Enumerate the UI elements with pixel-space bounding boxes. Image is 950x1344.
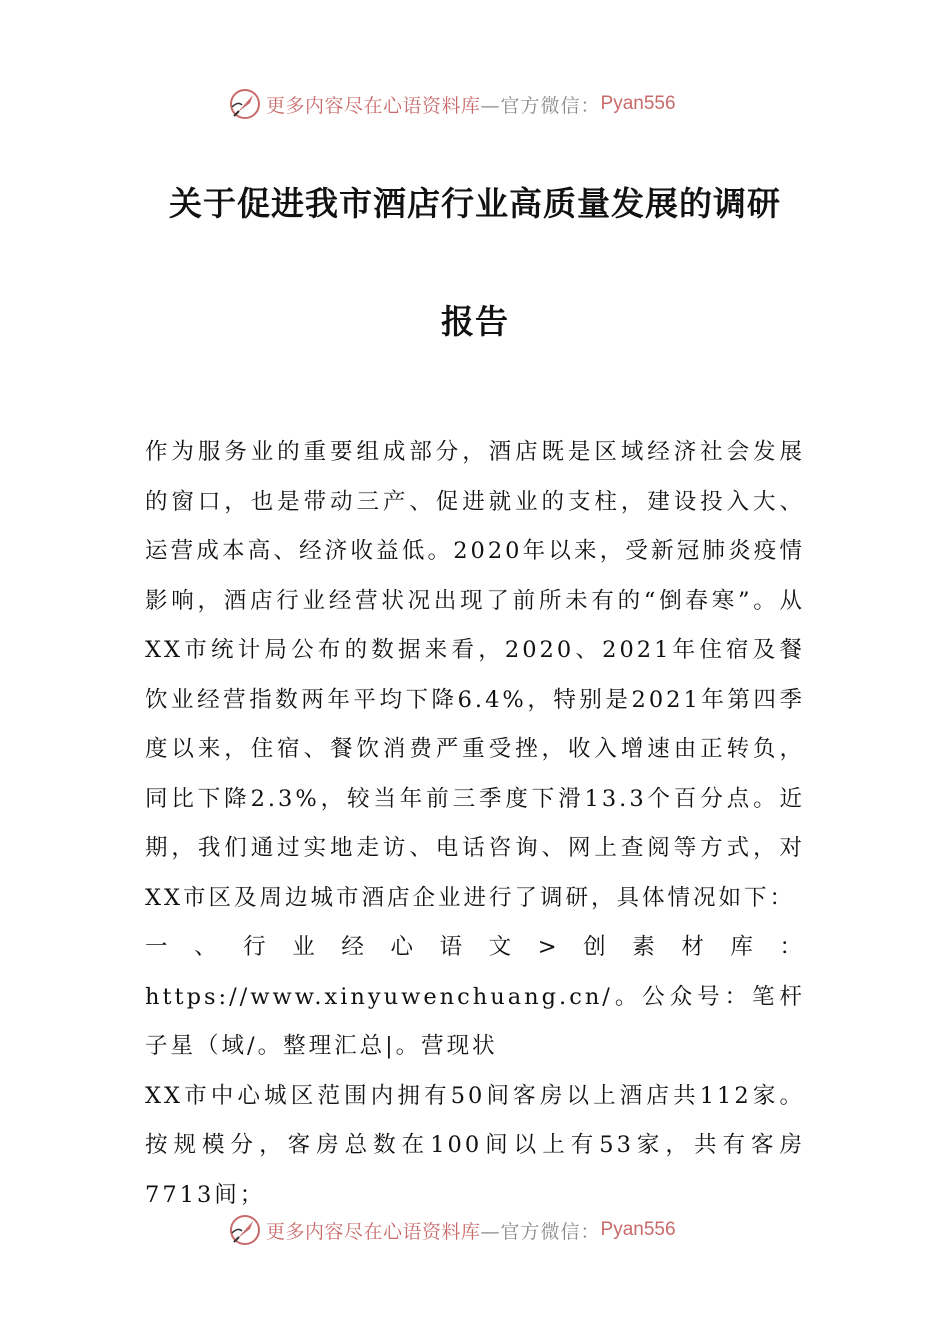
section-heading: 一、行业经心语文>创素材库：https://www.xinyuwenchuang.cn/。公众号：笔杆子星（域/。整理汇总|。营现状 xyxy=(145,934,805,1059)
document-body xyxy=(145,428,805,1220)
watermark-brand: 更多内容尽在心语资料库 xyxy=(266,94,481,117)
watermark-wechat-id: Pyan556 xyxy=(600,93,676,114)
watermark-separator: —官方微信： xyxy=(480,94,601,117)
watermark-brand: 更多内容尽在心语资料库 xyxy=(266,1220,481,1243)
footer-watermark xyxy=(228,1212,676,1248)
quill-pen-icon xyxy=(228,1213,262,1247)
document-title-line1: 关于促进我市酒店行业高质量发展的调研 xyxy=(169,184,781,223)
quill-pen-icon xyxy=(228,87,262,121)
watermark-separator: —官方微信： xyxy=(480,1220,601,1243)
document-title-line2: 报告 xyxy=(441,302,509,341)
watermark-wechat-id: Pyan556 xyxy=(600,1219,676,1240)
status-paragraph: XX市中心城区范围内拥有50间客房以上酒店共112家。按规模分，客房总数在100间以上有53家，共有客房7713间； xyxy=(145,1082,805,1208)
header-watermark xyxy=(228,86,676,122)
intro-paragraph: 作为服务业的重要组成部分，酒店既是区域经济社会发展的窗口，也是带动三产、促进就业的支柱，建设投入大、运营成本高、经济收益低。2020年以来，受新冠肺炎疫情影响，酒店行业经营状况出现了前所未有的“倒春寒”。从XX市统计局公布的数据来看，2020、2021年住宿及餐饮业经营指数两年平均下降6.4%，特别是2021年第四季度以来，住宿、餐饮消费严重受挫，收入增速由正转负，同比下降2.3%，较当年前三季度下滑13.3个百分点。近期，我们通过实地走访、电话咨询、网上查阅等方式，对XX市区及周边城市酒店企业进行了调研，具体情况如下： xyxy=(145,439,805,911)
